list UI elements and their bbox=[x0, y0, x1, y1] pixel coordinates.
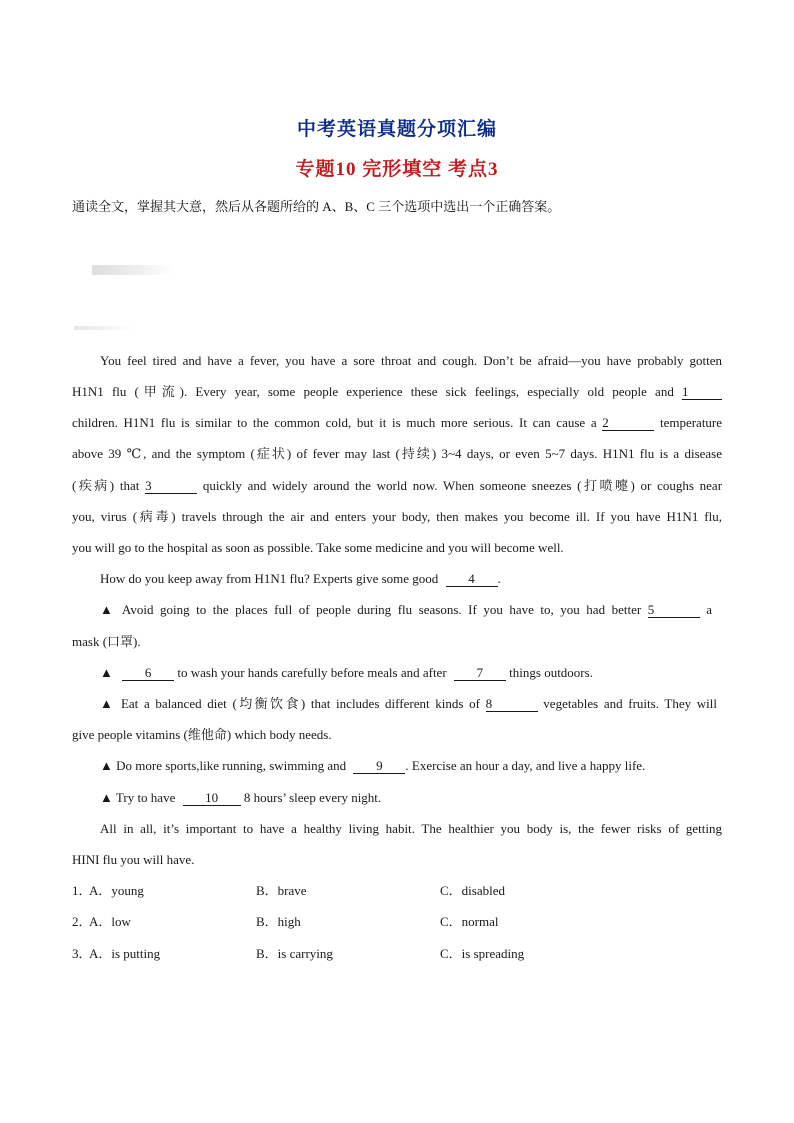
passage-line bbox=[100, 665, 750, 681]
blank-8[interactable]: 8 bbox=[486, 697, 538, 712]
blank-2[interactable]: 2 bbox=[602, 416, 654, 431]
passage-text: ▲ Do more sports,like running, swimming and bbox=[100, 758, 347, 773]
passage-text: things outdoors. bbox=[509, 665, 593, 680]
faded-watermark bbox=[92, 265, 172, 275]
passage-line bbox=[100, 602, 712, 618]
option-c[interactable]: C．is spreading bbox=[440, 946, 525, 961]
passage-text: (疾病) that bbox=[72, 478, 140, 493]
blank-1[interactable]: 1 bbox=[682, 385, 722, 400]
option-b[interactable]: B．high bbox=[256, 914, 301, 929]
passage-line: HINI flu you will have. bbox=[72, 852, 195, 867]
passage-line bbox=[100, 696, 717, 712]
passage-text: 8 hours’ sleep every night. bbox=[243, 790, 382, 805]
instructions: 通读全文，掌握其大意，然后从各题所给的 A、B、C 三个选项中选出一个正确答案。 bbox=[72, 199, 561, 214]
passage-line bbox=[100, 758, 750, 774]
triangle-marker: ▲ bbox=[100, 665, 113, 680]
passage-text: ▲ Try to have bbox=[100, 790, 176, 805]
passage-text: vegetables and fruits. They will bbox=[543, 696, 718, 711]
passage-line: you, virus (病毒) travels through the air and enters your body, then makes you become ill. If you have H1N1 flu, bbox=[72, 509, 722, 524]
passage-text: . bbox=[497, 571, 501, 586]
question-number: 1． bbox=[72, 883, 92, 898]
option-a[interactable]: A．young bbox=[89, 883, 144, 898]
blank-5[interactable]: 5 bbox=[648, 603, 700, 618]
passage-text: to wash your hands carefully before meals and after bbox=[177, 665, 447, 680]
question-number: 2． bbox=[72, 914, 92, 929]
blank-9[interactable]: 9 bbox=[353, 759, 405, 774]
document-subtitle: 专题10 完形填空 考点3 bbox=[295, 159, 499, 180]
option-c[interactable]: C．normal bbox=[440, 914, 499, 929]
passage-text: temperature bbox=[659, 415, 723, 430]
blank-3[interactable]: 3 bbox=[145, 479, 197, 494]
passage-line: give people vitamins (维他命) which body needs. bbox=[72, 727, 332, 742]
passage-line bbox=[72, 415, 722, 431]
passage-text: ▲ Eat a balanced diet (均衡饮食) that includes different kinds of bbox=[100, 696, 480, 711]
question-number: 3． bbox=[72, 946, 92, 961]
passage-text: H1N1 flu (甲流). Every year, some people experience these sick feelings, especially old people and bbox=[72, 384, 674, 399]
option-b[interactable]: B．is carrying bbox=[256, 946, 333, 961]
passage-line bbox=[100, 571, 750, 587]
passage-text: children. H1N1 flu is similar to the common cold, but it is much more serious. It can cause a bbox=[72, 415, 597, 430]
option-a[interactable]: A．is putting bbox=[89, 946, 161, 961]
blank-7[interactable]: 7 bbox=[454, 666, 506, 681]
option-b[interactable]: B．brave bbox=[256, 883, 307, 898]
passage-line bbox=[100, 790, 750, 806]
faded-mark bbox=[74, 326, 134, 330]
option-a[interactable]: A．low bbox=[89, 914, 131, 929]
option-c[interactable]: C．disabled bbox=[440, 883, 505, 898]
passage-line: you will go to the hospital as soon as possible. Take some medicine and you will become well. bbox=[72, 540, 564, 555]
document-title: 中考英语真题分项汇编 bbox=[296, 119, 497, 140]
passage-text: quickly and widely around the world now. When someone sneezes (打喷嚏) or coughs near bbox=[202, 478, 723, 493]
passage-line bbox=[72, 384, 722, 400]
passage-text: . Exercise an hour a day, and live a happy life. bbox=[405, 758, 646, 773]
passage-line bbox=[72, 478, 722, 494]
passage-text: How do you keep away from H1N1 flu? Experts give some good bbox=[100, 571, 439, 586]
blank-6[interactable]: 6 bbox=[122, 666, 174, 681]
passage-text: a bbox=[706, 602, 713, 617]
passage-line: mask (口罩). bbox=[72, 634, 141, 649]
blank-10[interactable]: 10 bbox=[183, 791, 241, 806]
passage-text: ▲ Avoid going to the places full of people during flu seasons. If you have to, you had better bbox=[100, 602, 642, 617]
passage-line: above 39 ℃, and the symptom (症状) of fever may last (持续) 3~4 days, or even 5~7 days. H1N1 flu is a disease bbox=[72, 446, 722, 461]
passage-line: All in all, it’s important to have a healthy living habit. The healthier you body is, the fewer risks of getting bbox=[100, 821, 722, 836]
passage-line: You feel tired and have a fever, you have a sore throat and cough. Don’t be afraid—you have probably gotten bbox=[100, 353, 722, 368]
blank-4[interactable]: 4 bbox=[446, 572, 498, 587]
